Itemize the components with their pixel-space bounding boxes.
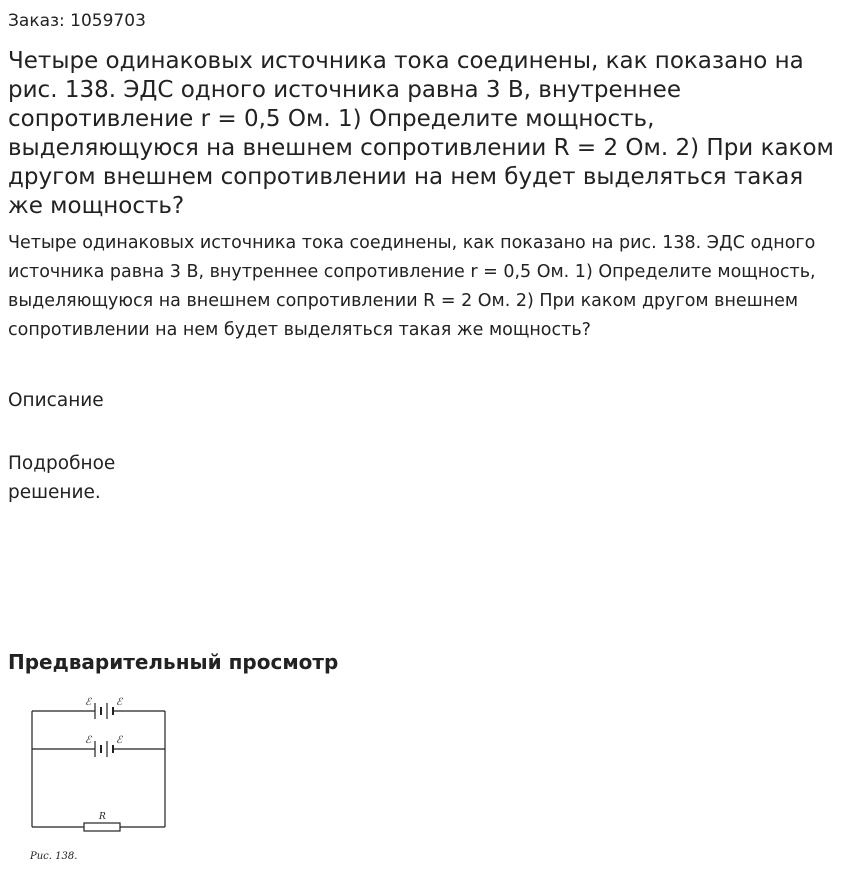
middle-branch [32, 741, 165, 757]
problem-text: Четыре одинаковых источника тока соединены, как показано на рис. 138. ЭДС одного источника равна 3 В, внутреннее сопротивление r = 0,5 Ом. 1) Определите мощность, выделяющуюся на внешнем сопротивлении R = 2 Ом. 2) При каком другом внешнем сопротивлении на нем будет выделяться такая же мощность? [8, 233, 816, 340]
emf-label-1: ℰ [85, 697, 92, 708]
resistor-label: R [99, 812, 106, 822]
preview-heading: Предварительный просмотр [8, 650, 339, 674]
emf-label-4: ℰ [116, 735, 123, 746]
description-label: Описание [8, 390, 104, 411]
figure-caption: Рис. 138. [30, 851, 78, 862]
emf-label-3: ℰ [85, 735, 92, 746]
bottom-branch [32, 823, 165, 831]
page-title: Четыре одинаковых источника тока соединены, как показано на рис. 138. ЭДС одного источника равна 3 В, внутреннее сопротивление r = 0,5 Ом. 1) Определите мощность, выделяющуюся на внешнем сопротивлении R = 2 Ом. 2) При каком другом внешнем сопротивлении на нем будет выделяться такая же мощность? [8, 48, 834, 219]
circuit-diagram [22, 690, 182, 870]
top-branch [32, 703, 165, 719]
emf-label-2: ℰ [116, 697, 123, 708]
resistor [84, 823, 120, 831]
order-number: Заказ: 1059703 [8, 11, 146, 31]
description-text: Подробное решение. [8, 453, 116, 503]
